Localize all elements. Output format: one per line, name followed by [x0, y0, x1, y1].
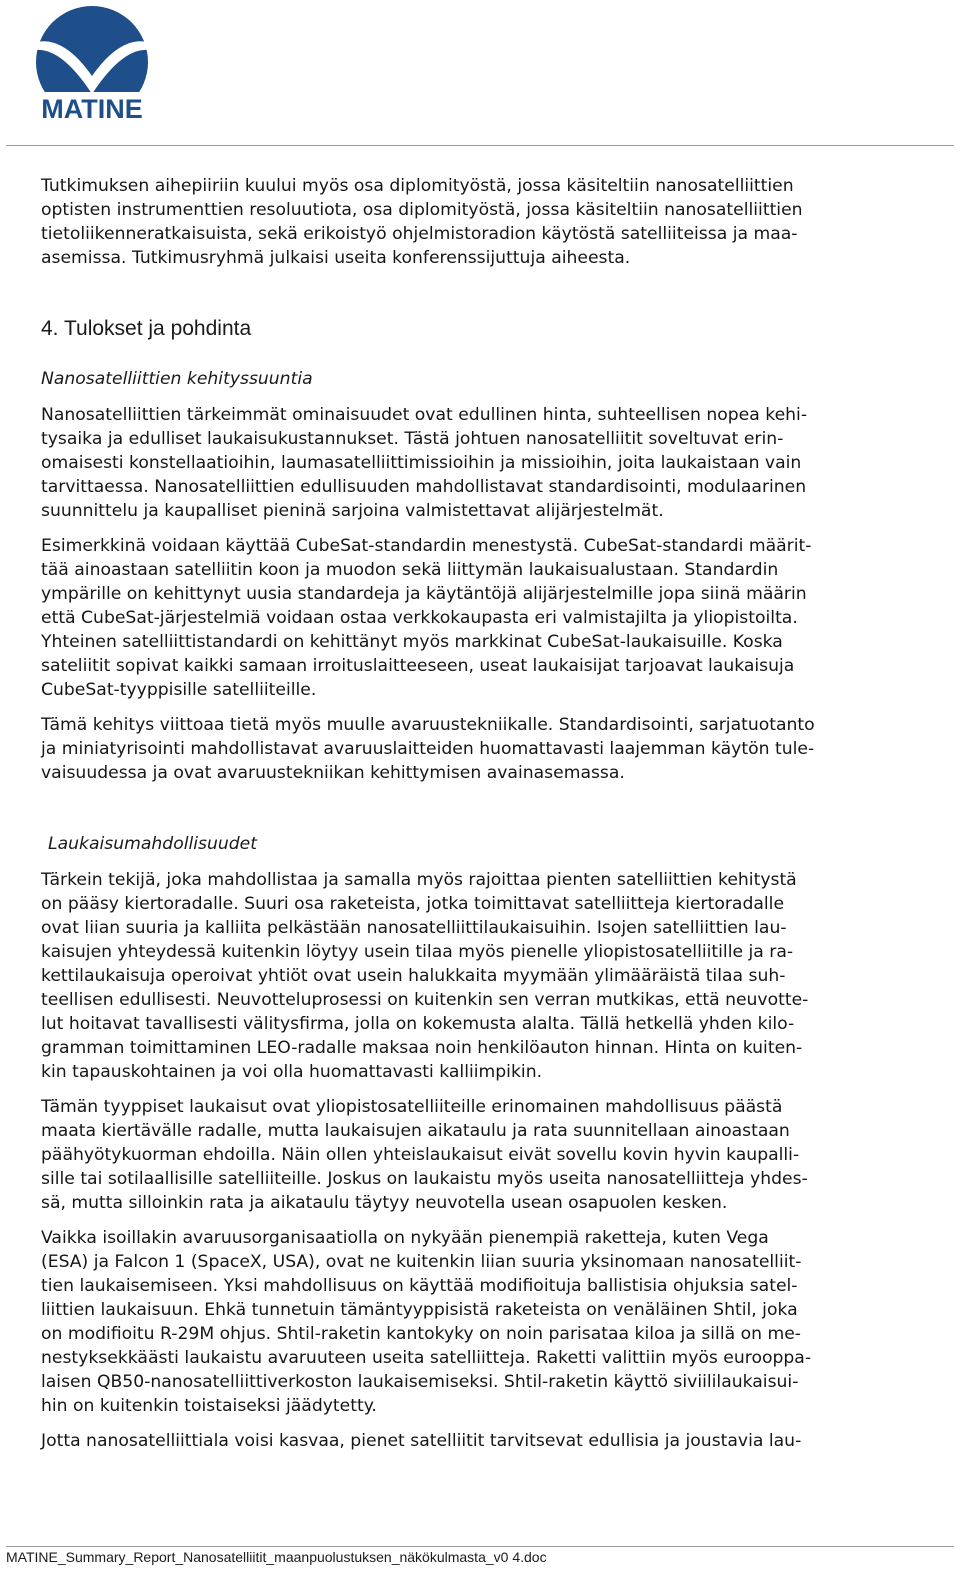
text-line: Tämä kehitys viittoaa tietä myös muulle avaruustekniikalle. Standardisointi, sarjatuotanto: [41, 715, 815, 735]
logo-text: MATINE: [41, 94, 143, 122]
text-line: tysaika ja edulliset laukaisukustannukset. Tästä johtuen nanosatelliitit soveltuvat erin-: [41, 429, 784, 449]
subsection-heading: Nanosatelliittien kehityssuuntia: [41, 369, 313, 389]
matine-logo: [22, 2, 162, 122]
text-line: Nanosatelliittien tärkeimmät ominaisuudet ovat edullinen hinta, suhteellisen nopea kehi-: [41, 405, 808, 425]
text-line: Jotta nanosatelliittiala voisi kasvaa, pienet satelliitit tarvitsevat edullisia ja joustavia lau-: [41, 1431, 802, 1451]
text-line: nestyksekkäästi laukaistu avaruuteen useita satelliitteja. Raketti valittiin myös eurooppa-: [41, 1348, 812, 1368]
section-heading: 4. Tulokset ja pohdinta: [41, 317, 252, 340]
paragraph: [41, 868, 933, 1084]
footer-filename: MATINE_Summary_Report_Nanosatelliitit_maanpuolustuksen_näkökulmasta_v0 4.doc: [6, 1549, 547, 1565]
paragraph: [41, 713, 933, 785]
text-line: ympärille on kehittynyt uusia standardeja ja käytäntöjä alijärjestelmille jopa siinä määrin: [41, 584, 807, 604]
text-line: Yhteinen satelliittistandardi on kehittänyt myös markkinat CubeSat-laukaisuille. Koska: [41, 632, 783, 652]
text-line: (ESA) ja Falcon 1 (SpaceX, USA), ovat ne kuitenkin liian suuria yksinomaan nanosatelliit-: [41, 1252, 802, 1272]
subsection-heading: Laukaisumahdollisuudet: [48, 834, 257, 854]
text-line: Esimerkkinä voidaan käyttää CubeSat-standardin menestystä. CubeSat-standardi määrit-: [41, 536, 812, 556]
text-line: Tutkimuksen aihepiiriin kuului myös osa diplomityöstä, jossa käsiteltiin nanosatelliittien: [41, 176, 794, 196]
paragraph: [41, 1095, 933, 1215]
text-line: päähyötykuorman ehdoilla. Näin ollen yhteislaukaisut eivät sovellu kovin hyvin kaupalli-: [41, 1145, 800, 1165]
text-line: kin tapauskohtainen ja voi olla huomattavasti kalliimpikin.: [41, 1062, 543, 1082]
text-line: on pääsy kiertoradalle. Suuri osa raketeista, jotka toimittavat satelliitteja kiertoradalle: [41, 894, 785, 914]
text-line: tietoliikenneratkaisuista, sekä erikoistyö ohjelmistoradion käytöstä satelliiteissa ja maa-: [41, 224, 798, 244]
paragraph: [41, 1226, 933, 1418]
text-line: teellisen edullisesti. Neuvotteluprosessi on kuitenkin sen verran mutkikas, että neuvotte-: [41, 990, 809, 1010]
text-line: Tärkein tekijä, joka mahdollistaa ja samalla myös rajoittaa pienten satelliittien kehitystä: [41, 870, 797, 890]
text-line: vaisuudessa ja ovat avaruustekniikan kehittymisen avainasemassa.: [41, 763, 625, 783]
paragraph: [41, 1429, 933, 1453]
text-line: laisen QB50-nanosatelliittiverkoston laukaisemiseksi. Shtil-raketin käyttö siviililaukaisui-: [41, 1372, 799, 1392]
paragraph: [41, 534, 933, 702]
text-line: omaisesti konstellaatioihin, laumasatelliittimissioihin ja missioihin, joita laukaistaan vain: [41, 453, 802, 473]
document-body: [41, 174, 933, 1453]
text-line: kettilaukaisuja operoivat yhtiöt ovat usein halukkaita myymään ylimääräistä tilaa suh-: [41, 966, 786, 986]
text-line: Tämän tyyppiset laukaisut ovat yliopistosatelliiteille erinomainen mahdollisuus päästä: [41, 1097, 783, 1117]
matine-logo-mark: [22, 2, 162, 122]
text-line: optisten instrumenttien resoluutiota, osa diplomityöstä, jossa käsiteltiin nanosatelliittien: [41, 200, 803, 220]
text-line: suunnittelu ja kaupalliset pieninä sarjoina valmistettavat alijärjestelmät.: [41, 501, 664, 521]
text-line: sä, mutta silloinkin rata ja aikataulu täytyy neuvotella usean osapuolen kesken.: [41, 1193, 728, 1213]
text-line: tää ainoastaan satelliitin koon ja muodon sekä liittymän laukaisualustaan. Standardin: [41, 560, 779, 580]
text-line: gramman toimittaminen LEO-radalle maksaa noin henkilöauton hinnan. Hinta on kuiten-: [41, 1038, 803, 1058]
text-line: ja miniatyrisointi mahdollistavat avaruuslaitteiden huomattavasti laajemman käytön tule-: [41, 739, 815, 759]
text-line: tarvittaessa. Nanosatelliittien edullisuuden mahdollistavat standardisointi, modulaarinen: [41, 477, 807, 497]
text-line: maata kiertävälle radalle, mutta laukaisujen aikataulu ja rata suunnitellaan ainoastaan: [41, 1121, 790, 1141]
text-line: että CubeSat-järjestelmiä voidaan ostaa verkkokaupasta eri valmistajilta ja yliopistoilta.: [41, 608, 798, 628]
text-line: liittien laukaisuun. Ehkä tunnetuin tämäntyyppisistä raketeista on venäläinen Shtil, joka: [41, 1300, 798, 1320]
text-line: on modifioitu R-29M ohjus. Shtil-raketin kantokyky on noin parisataa kiloa ja sillä on me-: [41, 1324, 801, 1344]
text-line: ovat liian suuria ja kalliita pelkästään nanosatelliittilaukaisuihin. Isojen satelliittien lau-: [41, 918, 787, 938]
text-line: kaisujen yhteydessä kuitenkin löytyy usein tilaa myös pienelle yliopistosatelliitille ja ra-: [41, 942, 794, 962]
text-line: hin on kuitenkin toistaiseksi jäädytetty.: [41, 1396, 377, 1416]
text-line: sateliitit sopivat kaikki samaan irroituslaitteeseen, useat laukaisijat tarjoavat laukaisuja: [41, 656, 795, 676]
text-line: tien laukaisemiseen. Yksi mahdollisuus on käyttää modifioituja ballistisia ohjuksia satel-: [41, 1276, 798, 1296]
text-line: asemissa. Tutkimusryhmä julkaisi useita konferenssijuttuja aiheesta.: [41, 248, 631, 268]
text-line: CubeSat-tyyppisille satelliiteille.: [41, 680, 317, 700]
text-line: sille tai sotilaallisille satelliiteille. Joskus on laukaistu myös useita nanosatelliitteja yhdes-: [41, 1169, 808, 1189]
intro-paragraph: [41, 174, 933, 270]
text-line: Vaikka isoillakin avaruusorganisaatiolla on nykyään pienempiä raketteja, kuten Vega: [41, 1228, 769, 1248]
footer-divider: [6, 1546, 954, 1547]
text-line: lut hoitavat tavallisesti välitysfirma, jolla on kokemusta alalta. Tällä hetkellä yhden kilo-: [41, 1014, 795, 1034]
header-divider: [6, 145, 954, 146]
paragraph: [41, 403, 933, 523]
